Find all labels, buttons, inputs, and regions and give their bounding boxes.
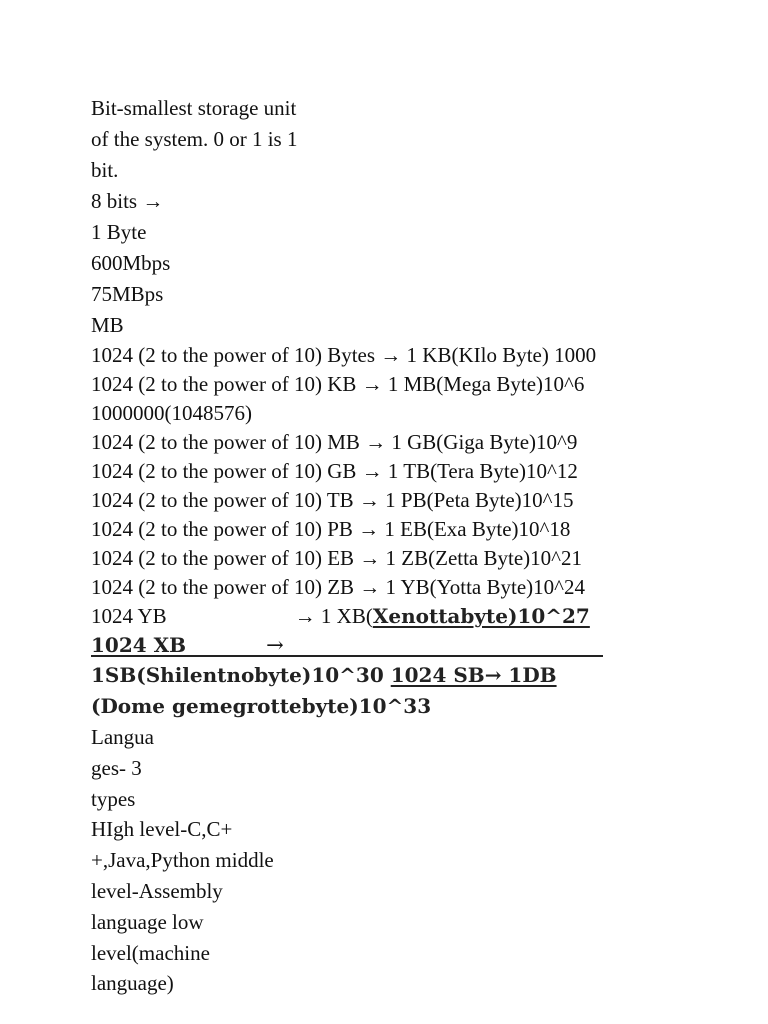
languages-line-4: HIgh level-C,C+	[91, 817, 233, 842]
conversion-mb: 1024 (2 to the power of 10) KB → 1 MB(Mega Byte)10^6	[91, 372, 585, 396]
conversion-eb: 1024 (2 to the power of 10) PB → 1 EB(Exa Byte)10^18	[91, 517, 571, 541]
conversion-xb	[91, 602, 731, 631]
languages-line-2: ges- 3	[91, 755, 142, 780]
byte-line-5: MB	[91, 313, 124, 337]
languages-line-3: types	[91, 786, 136, 811]
yb-left: 1024 YB	[91, 604, 167, 628]
notes-body	[91, 93, 731, 999]
byte-line-3: 600Mbps	[91, 251, 171, 275]
conversion-sb	[91, 660, 731, 691]
sb-name: 1SB(Shilentnobyte)10^30	[91, 663, 384, 687]
languages-line-9: language)	[91, 971, 174, 996]
languages-line-1: Langua	[91, 725, 154, 749]
bit-definition-line-2: of the system. 0 or 1 is 1	[91, 127, 298, 151]
languages-line-8: level(machine	[91, 940, 210, 965]
yb-arrow-text: → 1 XB(	[294, 604, 373, 628]
conversion-yb: 1024 (2 to the power of 10) ZB → 1 YB(Yotta Byte)10^24	[91, 575, 585, 599]
conversion-mb-value: 1000000(1048576)	[91, 401, 252, 425]
conversion-pb: 1024 (2 to the power of 10) TB → 1 PB(Peta Byte)10^15	[91, 488, 574, 512]
xb-name: Xenottabyte)10^27	[372, 604, 590, 628]
conversion-tb: 1024 (2 to the power of 10) GB → 1 TB(Tera Byte)10^12	[91, 459, 578, 483]
bit-definition-line-1: Bit-smallest storage unit	[91, 96, 297, 120]
byte-line-2: 1 Byte	[91, 220, 147, 244]
bit-definition-line-3: bit.	[91, 158, 119, 182]
languages-line-5: +,Java,Python middle	[91, 848, 274, 873]
conversion-sb-start	[91, 631, 731, 660]
db-conversion: 1024 SB→ 1DB	[390, 663, 557, 687]
xb-arrow: →	[266, 633, 284, 657]
db-name: (Dome gemegrottebyte)10^33	[91, 694, 432, 718]
languages-line-6: level-Assembly	[91, 878, 223, 903]
conversion-kb: 1024 (2 to the power of 10) Bytes → 1 KB(KIlo Byte) 1000	[91, 343, 597, 367]
byte-line-1: 8 bits →	[91, 189, 164, 213]
conversion-gb: 1024 (2 to the power of 10) MB → 1 GB(Giga Byte)10^9	[91, 430, 578, 454]
xb-underline	[91, 631, 603, 657]
byte-line-4: 75MBps	[91, 282, 164, 306]
languages-line-7: language low	[91, 909, 204, 934]
conversion-zb: 1024 (2 to the power of 10) EB → 1 ZB(Zetta Byte)10^21	[91, 546, 583, 570]
xb-left: 1024 XB	[91, 633, 187, 657]
